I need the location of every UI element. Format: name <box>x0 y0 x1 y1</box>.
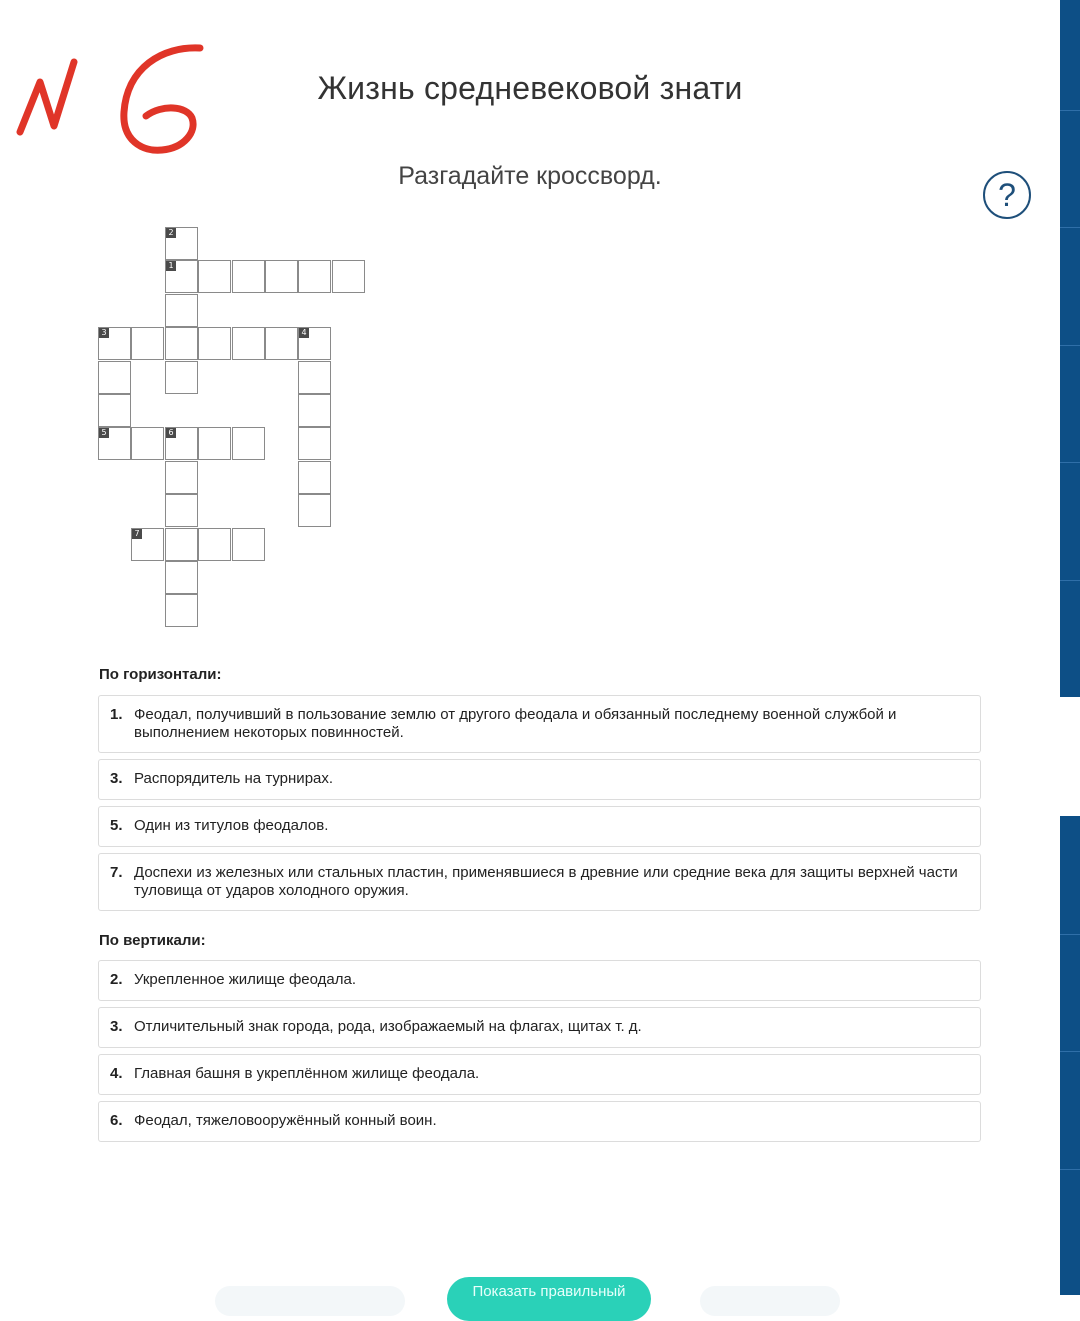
clue-across-1 <box>98 695 981 753</box>
cell-number: 7 <box>132 529 142 539</box>
cell-number: 5 <box>99 428 109 438</box>
crossword-cell[interactable] <box>232 427 265 460</box>
clue-text: Отличительный знак города, рода, изображаемый на флагах, щитах т. д. <box>134 1018 642 1035</box>
crossword-cell[interactable] <box>98 361 131 394</box>
crossword-cell[interactable] <box>232 327 265 360</box>
crossword-cell[interactable] <box>298 494 331 527</box>
clue-down-4 <box>98 1054 981 1095</box>
clue-text: Доспехи из железных или стальных пластин, применявшиеся в древние или средние века для защиты верхней части туловища от ударов холодного оружия. <box>134 864 958 899</box>
crossword-cell[interactable] <box>165 594 198 627</box>
clue-across-7 <box>98 853 981 911</box>
clue-text: Главная башня в укреплённом жилище феодала. <box>134 1065 480 1082</box>
clue-text: Один из титулов феодалов. <box>134 817 329 834</box>
crossword-cell[interactable] <box>198 528 231 561</box>
page-title: Жизнь средневековой знати <box>317 70 743 106</box>
clue-down-6 <box>98 1101 981 1142</box>
crossword-cell[interactable] <box>265 327 298 360</box>
crossword-cell[interactable] <box>198 327 231 360</box>
secondary-button-right[interactable] <box>700 1286 840 1316</box>
down-heading: По вертикали: <box>99 932 206 949</box>
help-button[interactable]: ? <box>983 171 1031 219</box>
cell-number: 3 <box>99 328 109 338</box>
crossword-cell[interactable] <box>165 528 198 561</box>
crossword-cell[interactable] <box>265 260 298 293</box>
crossword-cell[interactable] <box>165 361 198 394</box>
clue-across-3 <box>98 759 981 800</box>
crossword-cell[interactable] <box>332 260 365 293</box>
crossword-cell[interactable] <box>165 494 198 527</box>
clue-number: 6. <box>110 1112 123 1129</box>
clue-number: 2. <box>110 971 123 988</box>
clue-down-2 <box>98 960 981 1001</box>
clue-across-5 <box>98 806 981 847</box>
crossword-cell[interactable] <box>98 394 131 427</box>
page-subtitle: Разгадайте кроссворд. <box>398 162 662 190</box>
clue-text: Распорядитель на турнирах. <box>134 770 334 787</box>
cell-number: 4 <box>299 328 309 338</box>
crossword-cell[interactable] <box>232 260 265 293</box>
cell-number: 1 <box>166 261 176 271</box>
crossword-cell[interactable] <box>298 361 331 394</box>
crossword-cell[interactable] <box>298 461 331 494</box>
crossword-cell[interactable] <box>131 427 164 460</box>
crossword-cell[interactable] <box>198 260 231 293</box>
crossword-cell[interactable] <box>131 327 164 360</box>
clue-number: 5. <box>110 817 123 834</box>
show-answer-button[interactable]: Показать правильный <box>447 1277 651 1321</box>
clue-number: 1. <box>110 706 123 723</box>
crossword-cell[interactable] <box>198 427 231 460</box>
clue-text: Феодал, получивший в пользование землю от другого феодала и обязанный последнему военной службой и выполнением некоторых повинностей. <box>134 706 897 741</box>
cell-number: 6 <box>166 428 176 438</box>
crossword-cell[interactable] <box>298 260 331 293</box>
clue-text: Укрепленное жилище феодала. <box>134 971 357 988</box>
clue-number: 3. <box>110 1018 123 1035</box>
crossword-grid <box>0 0 307 538</box>
clue-number: 7. <box>110 864 123 881</box>
clue-number: 4. <box>110 1065 123 1082</box>
clue-text: Феодал, тяжеловооружённый конный воин. <box>134 1112 437 1129</box>
crossword-cell[interactable] <box>165 294 198 327</box>
clue-down-3 <box>98 1007 981 1048</box>
crossword-cell[interactable] <box>232 528 265 561</box>
crossword-cell[interactable] <box>165 561 198 594</box>
right-sidebar <box>1060 0 1080 1295</box>
crossword-cell[interactable] <box>298 394 331 427</box>
across-heading: По горизонтали: <box>99 666 222 683</box>
secondary-button-left[interactable] <box>215 1286 405 1316</box>
clue-number: 3. <box>110 770 123 787</box>
crossword-cell[interactable] <box>165 461 198 494</box>
crossword-cell[interactable] <box>298 427 331 460</box>
crossword-cell[interactable] <box>165 327 198 360</box>
cell-number: 2 <box>166 228 176 238</box>
